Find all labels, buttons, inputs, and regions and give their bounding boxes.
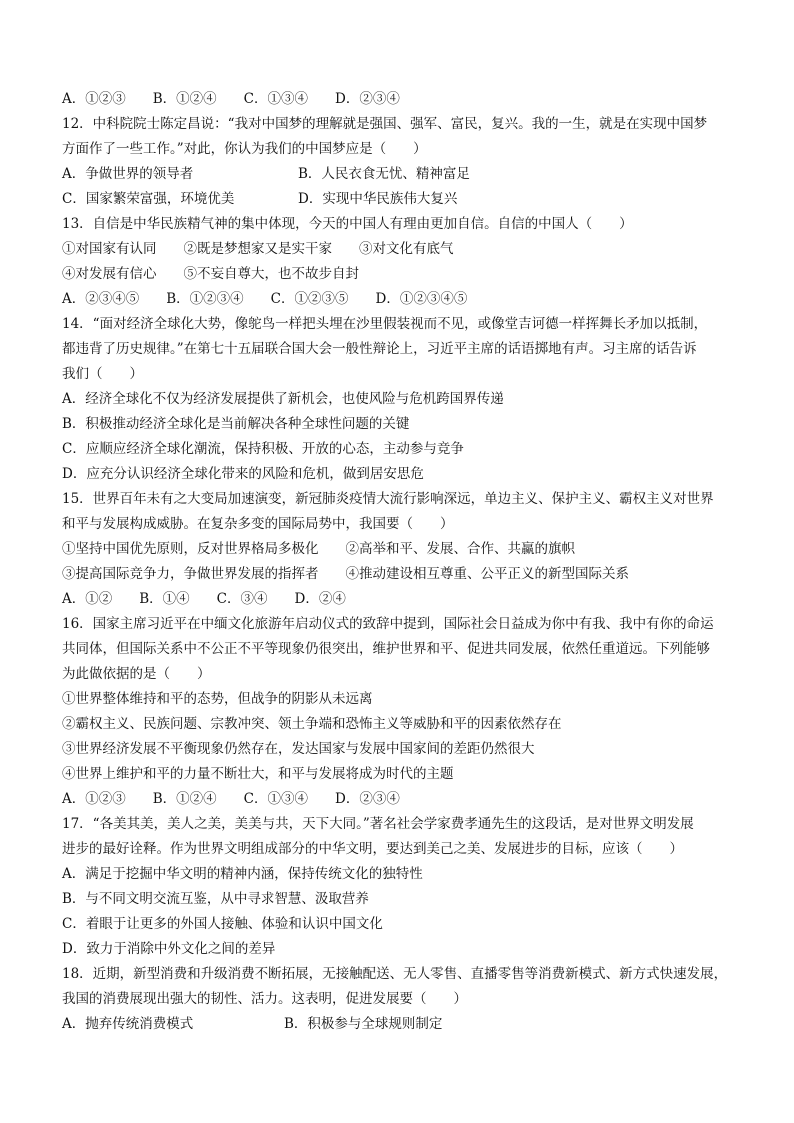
q14-option-a: A．经济全球化不仅为经济发展提供了新机会，也使风险与危机跨国界传递 (62, 391, 504, 407)
q14-option-b: B．积极推动经济全球化是当前解决各种全球性问题的关键 (62, 416, 410, 432)
q12-option-d: D．实现中华民族伟大复兴 (298, 191, 458, 207)
q14-stem-line2: 都违背了历史规律。”在第七十五届联合国大会一般性辩论上，习近平主席的话语掷地有声。习主席的话告诉 (62, 341, 697, 357)
q15-options: A．①② B．①④ C．③④ D．②④ (62, 591, 346, 607)
q16-options: A．①②③ B．①②④ C．①③④ D．②③④ (62, 791, 400, 807)
q13-statements-line1: ①对国家有认同 ②既是梦想家又是实干家 ③对文化有底气 (62, 241, 454, 257)
q11-options: A．①②③ B．①②④ C．①③④ D．②③④ (62, 91, 400, 107)
q16-statement-2: ②霸权主义、民族问题、宗教冲突、领土争端和恐怖主义等威胁和平的因素依然存在 (62, 716, 562, 732)
q17-option-c: C．着眼于让更多的外国人接触、体验和认识中国文化 (62, 916, 383, 932)
q15-statements-line2: ③提高国际竞争力，争做世界发展的指挥者 ④推动建设相互尊重、公平正义的新型国际关系 (62, 566, 629, 582)
q16-stem-line1: 16．国家主席习近平在中缅文化旅游年启动仪式的致辞中提到，国际社会日益成为你中有我、我中有你的命运 (62, 616, 714, 632)
q16-statement-4: ④世界上维护和平的力量不断壮大，和平与发展将成为时代的主题 (62, 766, 454, 782)
q13-options: A．②③④⑤ B．①②③④ C．①②③⑤ D．①②③④⑤ (62, 291, 468, 307)
q13-stem: 13．自信是中华民族精气神的集中体现，今天的中国人有理由更加自信。自信的中国人（ ） (62, 216, 633, 232)
q15-stem-line1: 15．世界百年未有之大变局加速演变，新冠肺炎疫情大流行影响深远，单边主义、保护主义、霸权主义对世界 (62, 491, 714, 507)
q17-stem-line2: 进步的最好诠释。作为世界文明组成部分的中华文明，要达到美己之美、发展进步的目标，应该（ ） (62, 841, 683, 857)
q15-stem-line2: 和平与发展构成威胁。在复杂多变的国际局势中，我国要（ ） (62, 516, 454, 532)
q16-stem-line2: 共同体，但国际关系中不公正不平等现象仍很突出，维护世界和平、促进共同发展，依然任重道远。下列能够 (62, 641, 710, 657)
q18-option-b: B．积极参与全球规则制定 (284, 1016, 443, 1032)
q17-option-b: B．与不同文明交流互鉴，从中寻求智慧、汲取营养 (62, 891, 369, 907)
q18-stem-line1: 18．近期，新型消费和升级消费不断拓展，无接触配送、无人零售、直播零售等消费新模式、新方式快速发展， (62, 966, 728, 982)
q16-statement-1: ①世界整体维持和平的态势，但战争的阴影从未远离 (62, 691, 373, 707)
q12-option-b: B．人民衣食无忧、精神富足 (298, 166, 470, 182)
q13-statements-line2: ④对发展有信心 ⑤不妄自尊大，也不故步自封 (62, 266, 359, 282)
q12-option-c: C．国家繁荣富强，环境优美 (62, 191, 235, 207)
q16-stem-line3: 为此做依据的是（ ） (62, 666, 211, 682)
q14-option-d: D．应充分认识经济全球化带来的风险和危机，做到居安思危 (62, 466, 424, 482)
q12-stem-line1: 12．中科院院士陈定昌说：“我对中国梦的理解就是强国、强军、富民，复兴。我的一生，就是在实现中国梦 (62, 116, 708, 132)
q14-stem-line1: 14．“面对经济全球化大势，像鸵鸟一样把头埋在沙里假装视而不见，或像堂吉诃德一样挥舞长矛加以抵制， (62, 316, 708, 332)
q14-stem-line3: 我们（ ） (62, 366, 143, 382)
q15-statements-line1: ①坚持中国优先原则，反对世界格局多极化 ②高举和平、发展、合作、共赢的旗帜 (62, 541, 575, 557)
q18-option-a: A．抛弃传统消费模式 (62, 1016, 194, 1032)
q12-option-a: A．争做世界的领导者 (62, 166, 194, 182)
q12-stem-line2: 方面作了一些工作。”对此，你认为我们的中国梦应是（ ） (62, 141, 427, 157)
q18-stem-line2: 我国的消费展现出强大的韧性、活力。这表明，促进发展要（ ） (62, 991, 467, 1007)
q17-option-d: D．致力于消除中外文化之间的差异 (62, 941, 276, 957)
q17-option-a: A．满足于挖掘中华文明的精神内涵，保持传统文化的独特性 (62, 866, 423, 882)
q16-statement-3: ③世界经济发展不平衡现象仍然存在，发达国家与发展中国家间的差距仍然很大 (62, 741, 535, 757)
q14-option-c: C．应顺应经济全球化潮流，保持积极、开放的心态，主动参与竞争 (62, 441, 464, 457)
q17-stem-line1: 17．“各美其美，美人之美，美美与共，天下大同。”著名社会学家费孝通先生的这段话，是对世界文明发展 (62, 816, 694, 832)
